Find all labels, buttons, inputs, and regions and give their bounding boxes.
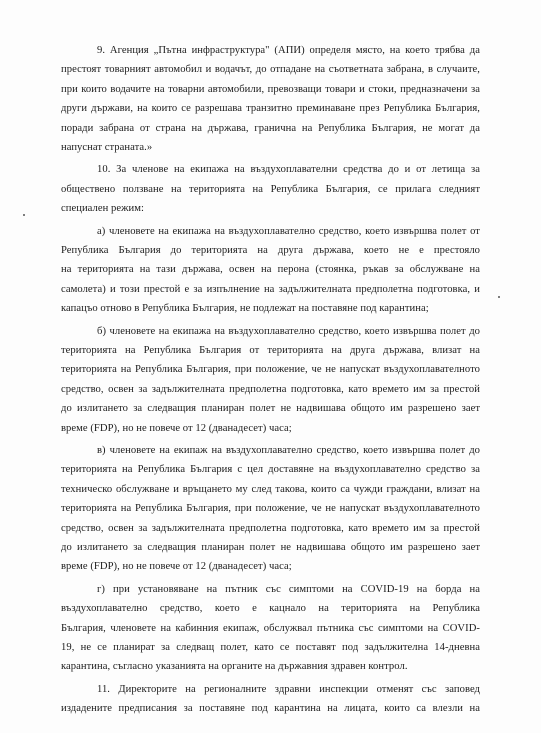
text-line: до излитането за следващия планиран полет не надвишава общото им разрешено зает <box>61 403 480 415</box>
text-line: специален режим: <box>61 203 144 215</box>
text-line: при които водачите на товарни автомобили, превозващи товари и стоки, предназначени за <box>61 83 480 95</box>
text-line: обществено ползване на територията на Република България, се прилага следният <box>61 183 480 195</box>
text-line: територията на Република България с цел доставяне на въздухоплавателно средство за <box>61 464 480 476</box>
text-line: време (FDP), но не повече от 12 (дванадесет) часа; <box>61 422 292 434</box>
text-line: въздухоплавателно средство, което е кацнало на територията на Република <box>61 603 480 615</box>
text-line: техническо обслужване и връщането му след такова, които са чужди граждани, влизат на <box>61 483 480 495</box>
text-line: средство, освен за задължителната предполетна подготовка, като времето им за престой <box>61 522 480 534</box>
text-line: територията на Република България, при положение, че не напускат въздухоплавателното <box>61 364 480 376</box>
text-line: г) при установяване на пътник със симптоми на COVID-19 на борда на <box>97 583 480 595</box>
text-line: 10. За членове на екипажа на въздухоплавателни средства до и от летища за <box>97 164 480 176</box>
text-line: напуснат страната.» <box>61 142 153 153</box>
text-line: Република България до територията на друга държава, което не е престояло <box>61 245 480 256</box>
text-line: време (FDP), но не повече от 12 (дванадесет) часа; <box>61 561 292 573</box>
text-line: а) членовете на екипажа на въздухоплавателно средство, което извършва полет от <box>97 225 480 237</box>
text-line: други държави, на които се разрешава транзитно преминаване през Република България, <box>61 103 480 115</box>
text-line: до излитането за следващия планиран полет не надвишава общото им разрешено зает <box>61 542 480 553</box>
text-line: издадените предписания за поставяне под карантина на лицата, които са влезли на <box>61 703 480 715</box>
text-line: в) членовете на екипаж на въздухоплавателно средство, което извършва полет до <box>97 445 480 456</box>
text-line: 19, не се планират за следващ полет, като се поставят под задължителна 14-дневна <box>61 642 480 653</box>
text-line: на територията на тази държава, освен на перона (стоянка, ръкав за обслужване на <box>61 264 480 276</box>
text-line: територията на Република България, при положение, че не напускат въздухоплавателното <box>61 503 480 515</box>
text-line: 9. Агенция „Пътна инфраструктура" (АПИ) определя място, на което трябва да <box>97 45 480 56</box>
text-line: България, членовете на кабинния екипаж, обслужвал пътника със симптоми на COVID- <box>61 622 480 634</box>
text-line: карантина, съгласно указанията на органите на държавния здравен контрол. <box>61 661 408 673</box>
text-line: капацъо отново в Република България, не подлежат на поставяне под карантина; <box>61 303 429 315</box>
text-line: средство, освен за задължителната предполетна подготовка, като времето им за престой <box>61 383 480 395</box>
text-line: 11. Директорите на регионалните здравни инспекции отменят със заповед <box>97 683 480 695</box>
text-line: б) членовете на екипажа на въздухоплавателно средство, което извършва полет до <box>97 325 480 337</box>
text-line: територията на Република България от територията на друга държава, влизат на <box>61 345 480 356</box>
text-line: престоят товарният автомобил и водачът, до отпадане на съответната забрана, в случаите, <box>61 64 480 76</box>
scan-speck <box>23 214 25 216</box>
scan-speck <box>498 296 500 298</box>
text-line: самолета) и този престой е за изпълнение на задължителната предполетна подготовка, и <box>61 283 480 295</box>
text-line: поради забрана от страна на държава, гранична на Република България, не могат да <box>61 122 480 134</box>
